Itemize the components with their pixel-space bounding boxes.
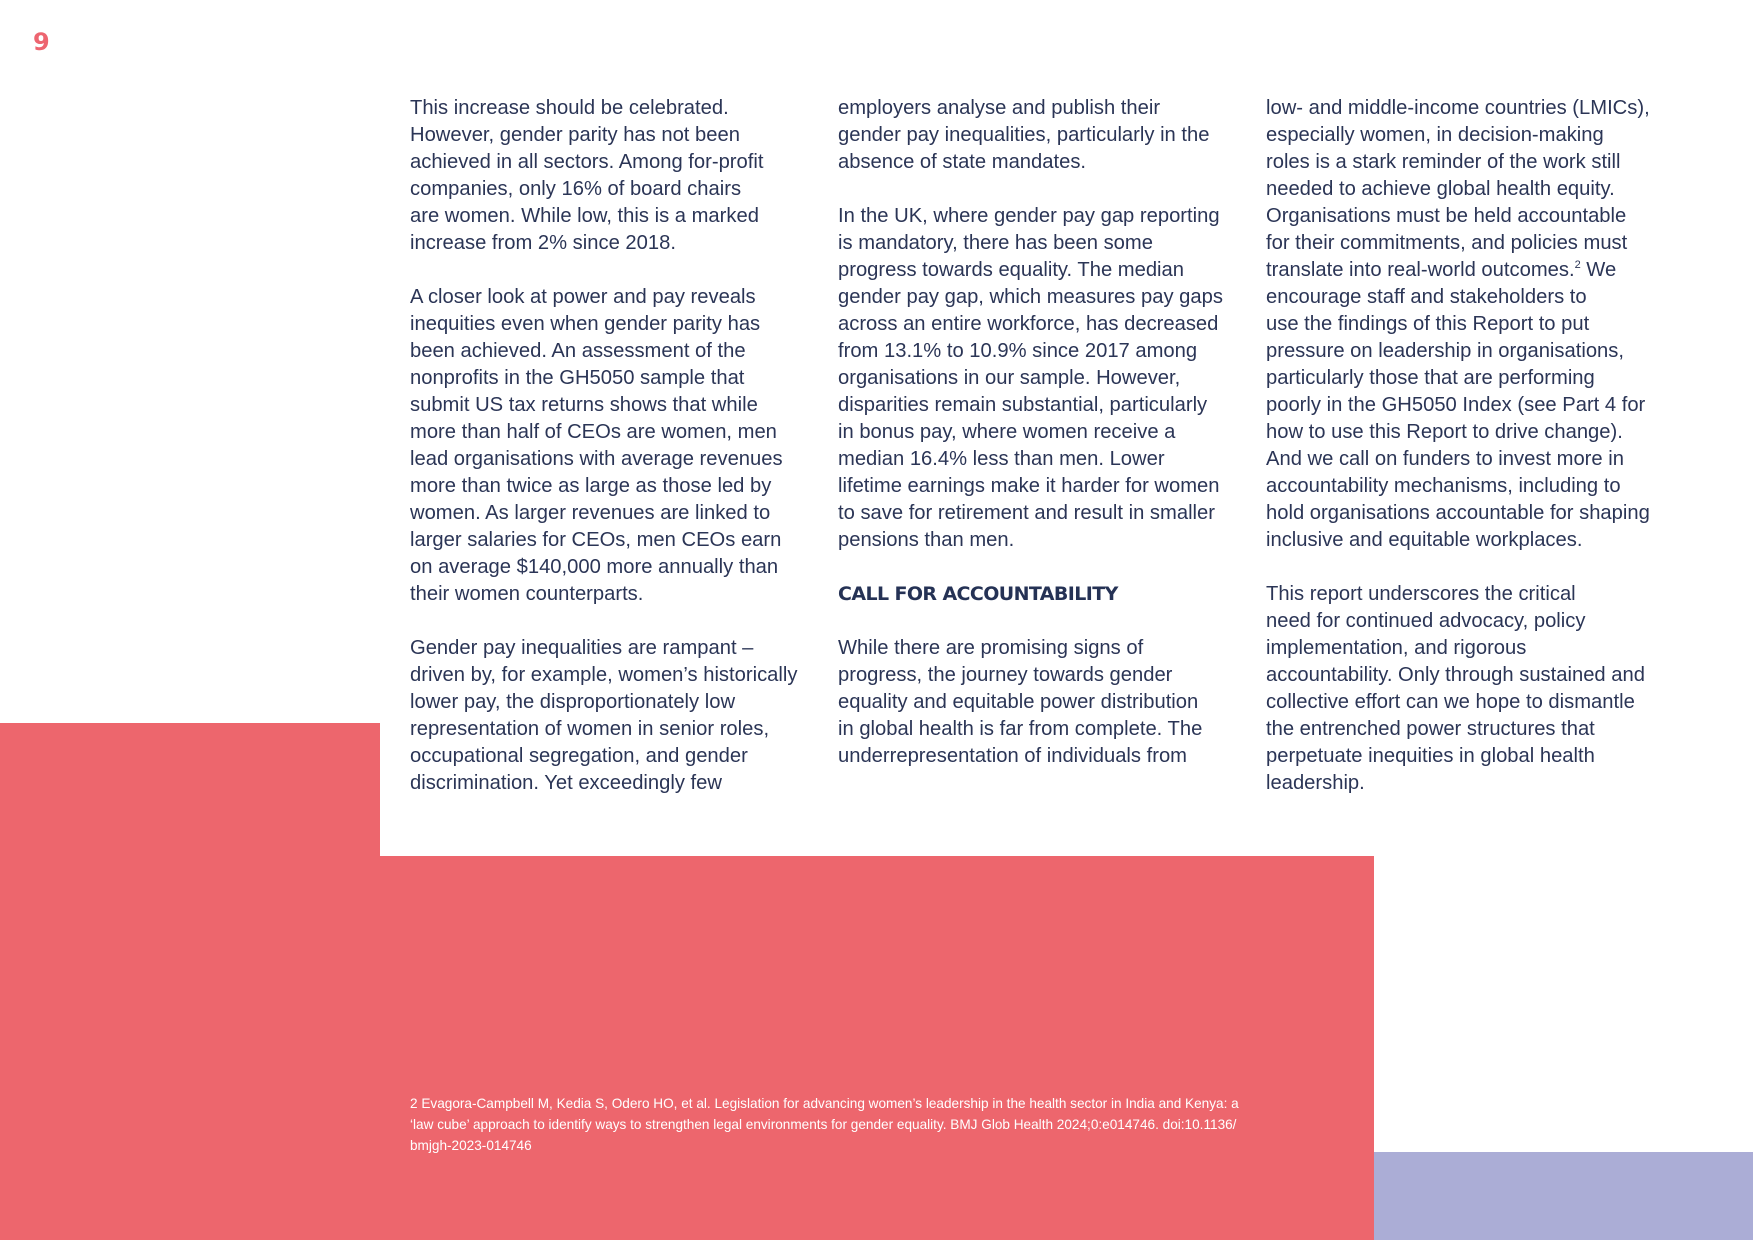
paragraph-text: We encourage staff and stakeholders to use the findings of this Report to put pressure on leadership in organisations, particularly those that are performing poorly in the GH5050 Index (see Part 4 for how to use this Report to drive change). And we call on funders to invest more in accountability mechanisms, including to hold organisations accountable for shaping inclusive and equitable workplaces. [1266, 259, 1650, 551]
text-column-1 [410, 95, 820, 824]
text-column-3 [1266, 95, 1676, 824]
paragraph: Gender pay inequalities are rampant – driven by, for example, women’s historically lower pay, the disproportionately low representation of women in senior roles, occupational segregation, and gender discrimination. Yet exceedingly few [410, 637, 798, 794]
decorative-red-block-left [0, 723, 380, 1240]
paragraph: This report underscores the critical need for continued advocacy, policy implementation, and rigorous accountability. Only through sustained and collective effort can we hope to dismantle the entrenched power structures that perpetuate inequities in global health leadership. [1266, 583, 1645, 794]
paragraph: While there are promising signs of progress, the journey towards gender equality and equitable power distribution in global health is far from complete. The underrepresentation of individuals from [838, 637, 1203, 767]
decorative-red-block-bottom [380, 856, 1374, 1240]
paragraph [1266, 95, 1676, 554]
decorative-purple-block [1374, 1152, 1753, 1240]
paragraph: employers analyse and publish their gender pay inequalities, particularly in the absence of state mandates. [838, 97, 1210, 173]
footnote-reference[interactable]: 2 [1574, 259, 1581, 271]
paragraph: A closer look at power and pay reveals inequities even when gender parity has been achieved. An assessment of the nonprofits in the GH5050 sample that submit US tax returns shows that while more than half of CEOs are women, men lead organisations with average revenues more than twice as large as those led by women. As larger revenues are linked to larger salaries for CEOs, men CEOs earn on average $140,000 more annually than their women counterparts. [410, 286, 783, 605]
footnote: 2 Evagora-Campbell M, Kedia S, Odero HO, et al. Legislation for advancing women’s leadership in the health sector in India and Kenya: a ‘law cube’ approach to identify ways to strengthen legal environments for gender equality. BMJ Glob Health 2024;0:e014746. doi:10.1136/ bmjgh-2023-014746 [410, 1096, 1239, 1153]
text-column-2 [838, 95, 1248, 797]
paragraph-text: low- and middle-income countries (LMICs), especially women, in decision-making roles is a stark reminder of the work still needed to achieve global health equity. Organisations must be held accountable for their commitments, and policies must translate into real-world outcomes. [1266, 97, 1650, 281]
paragraph: In the UK, where gender pay gap reporting is mandatory, there has been some progress towards equality. The median gender pay gap, which measures pay gaps across an entire workforce, has decreased from 13.1% to 10.9% since 2017 among organisations in our sample. However, disparities remain substantial, particularly in bonus pay, where women receive a median 16.4% less than men. Lower lifetime earnings make it harder for women to save for retirement and result in smaller pensions than men. [838, 205, 1223, 551]
paragraph: This increase should be celebrated. However, gender parity has not been achieved in all sectors. Among for-profit companies, only 16% of board chairs are women. While low, this is a marked increase from 2% since 2018. [410, 97, 764, 254]
section-heading-call-for-accountability: CALL FOR ACCOUNTABILITY [838, 583, 1118, 605]
page-number: 9 [33, 28, 49, 56]
